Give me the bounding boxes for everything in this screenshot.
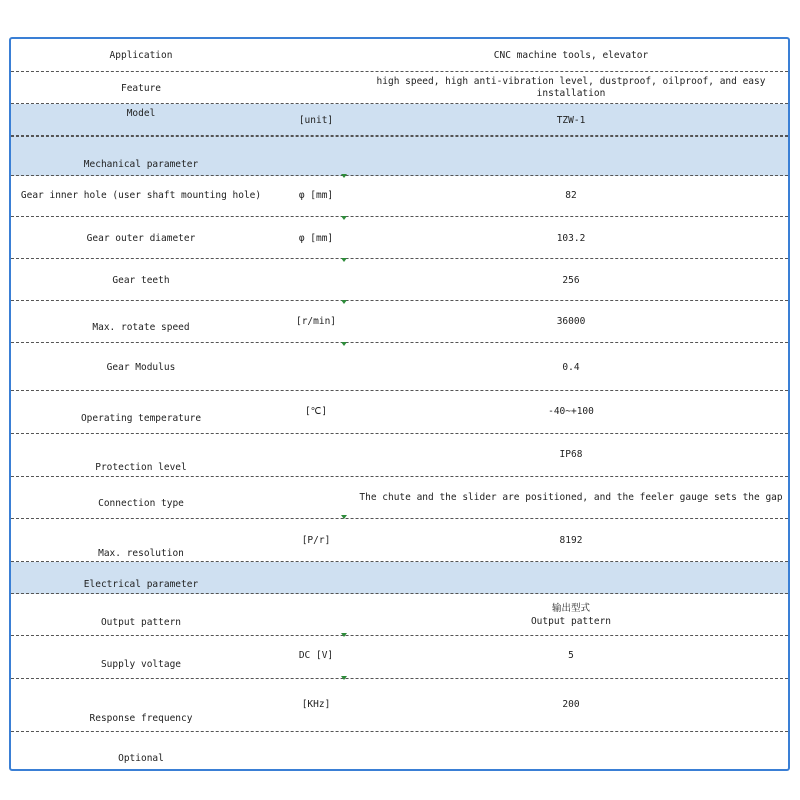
row-unit: [℃] [304,406,328,417]
model-header-row [11,104,788,136]
row-label: Connection type [98,498,184,509]
row-value: 103.2 [556,233,586,244]
row-label: Max. resolution [98,548,184,559]
table-row [11,434,788,477]
row-value: 0.4 [562,362,580,373]
row-unit: [KHz] [301,699,331,710]
row-label: Supply voltage [100,659,182,670]
mechanical-section-row [11,136,788,176]
spec-table [9,37,790,771]
row-label: Optional [118,753,164,764]
row-label: Output pattern [100,617,182,628]
row-label: Gear inner hole (user shaft mounting hole) [20,190,262,201]
row-unit: φ [mm] [298,190,334,201]
cell-marker [341,258,347,262]
table-row [11,679,788,732]
row-value: 5 [568,650,574,661]
row-unit: φ [mm] [298,233,334,244]
row-label: Response frequency [89,713,193,724]
cell-marker [341,342,347,346]
table-row [11,343,788,391]
feature-label: Feature [120,83,162,94]
table-row [11,636,788,679]
row-value-cn: 输出型式 [551,603,590,614]
cell-marker [341,216,347,220]
unit-header: [unit] [298,115,334,126]
row-label: Max. rotate speed [92,322,190,333]
row-value: 82 [565,190,577,201]
row-label: Gear outer diameter [86,233,196,244]
table-row [11,391,788,434]
row-unit: [P/r] [301,535,331,546]
row-value: -40~+100 [548,406,594,417]
cell-marker [341,174,347,178]
row-value: IP68 [559,449,583,460]
table-row [11,301,788,343]
application-value: CNC machine tools, elevator [493,50,649,61]
table-row [11,217,788,259]
row-label: Gear teeth [112,275,170,286]
row-value: 36000 [556,316,586,327]
model-value: TZW-1 [556,115,586,126]
row-label: Protection level [95,462,187,473]
electrical-section-title: Electrical parameter [83,579,199,590]
model-label: Model [126,108,156,119]
feature-row [11,72,788,104]
row-unit: [r/min] [295,316,337,327]
electrical-section-row [11,562,788,594]
table-row [11,594,788,636]
row-unit: DC [V] [298,650,334,661]
row-value: 256 [562,275,580,286]
table-row [11,477,788,519]
table-row [11,259,788,301]
row-value: The chute and the slider are positioned, and the feeler gauge sets the gap [359,492,783,503]
row-value: 200 [562,699,580,710]
table-row [11,732,788,769]
table-row [11,175,788,217]
row-value: Output pattern [530,616,612,627]
row-label: Operating temperature [80,413,202,424]
mechanical-section-title: Mechanical parameter [83,159,199,170]
feature-value: high speed, high anti-vibration level, dustproof, oilproof, and easy installation [376,76,766,99]
row-value: 8192 [559,535,583,546]
table-row [11,519,788,562]
application-row [11,39,788,72]
application-label: Application [109,50,173,61]
cell-marker [341,300,347,304]
row-label: Gear Modulus [106,362,176,373]
